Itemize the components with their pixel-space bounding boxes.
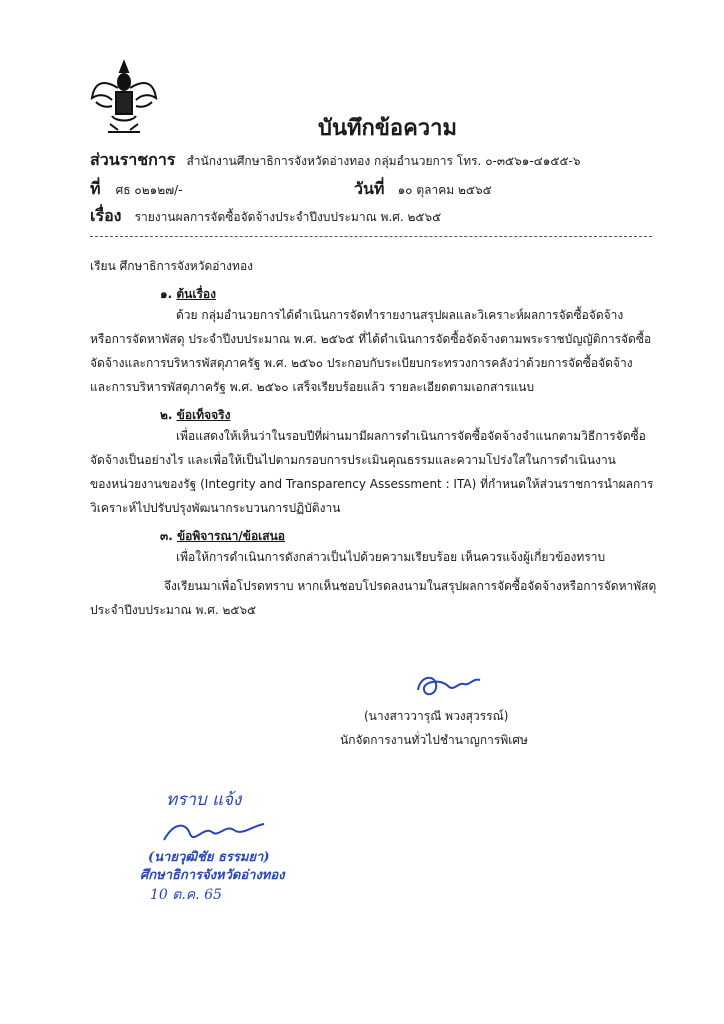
subject-value: รายงานผลการจัดซื้อจัดจ้างประจำปีงบประมาณ พ.ศ. ๒๕๖๕ (134, 210, 442, 224)
endorsement-date: 10 ต.ค. 65 (150, 887, 222, 903)
section-3-line: เพื่อให้การดำเนินการดังกล่าวเป็นไปด้วยความเรียบร้อย เห็นควรแจ้งผู้เกี่ยวข้องทราบ (176, 550, 606, 564)
salutation: เรียน ศึกษาธิการจังหวัดอ่างทอง (90, 259, 254, 273)
signer-name: (นางสาววารุณี พวงสุวรรณ์) (364, 709, 509, 723)
ref-label: ที่ (90, 179, 101, 198)
section-3-number: ๓. (160, 529, 173, 543)
date-label: วันที่ (354, 179, 385, 198)
section-3-heading (160, 527, 285, 546)
closing-line: จึงเรียนมาเพื่อโปรดทราบ หากเห็นชอบโปรดลงนามในสรุปผลการจัดซื้อจัดจ้างหรือการจัดหาพัสดุ (164, 579, 657, 593)
closing-line: ประจำปีงบประมาณ พ.ศ. ๒๕๖๕ (90, 603, 257, 617)
garuda-emblem-icon (88, 58, 160, 136)
date-value: ๑๐ ตุลาคม ๒๕๖๕ (397, 183, 492, 197)
signer-position: นักจัดการงานทั่วไปชำนาญการพิเศษ (340, 733, 528, 747)
section-1-heading (160, 285, 216, 304)
section-1-line: และการบริหารพัสดุภาครัฐ พ.ศ. ๒๕๖๐ เสร็จเรียบร้อยแล้ว รายละเอียดตามเอกสารแนบ (90, 380, 535, 394)
section-1-line: ด้วย กลุ่มอำนวยการได้ดำเนินการจัดทำรายงานสรุปผลและวิเคราะห์ผลการจัดซื้อจัดจ้าง (176, 308, 624, 322)
date-row (354, 177, 492, 202)
section-3-title: ข้อพิจารณา/ข้อเสนอ (176, 529, 285, 543)
section-2-number: ๒. (160, 408, 173, 422)
endorsement-name: (นายวุฒิชัย ธรรมยา) (148, 850, 270, 865)
header-divider (90, 236, 652, 237)
section-2-line: ของหน่วยงานของรัฐ (Integrity and Transparency Assessment : ITA) ที่กำหนดให้ส่วนราชการนำผลการ (90, 477, 654, 491)
ref-row (90, 177, 183, 202)
agency-label: ส่วนราชการ (90, 150, 176, 169)
section-2-line: เพื่อแสดงให้เห็นว่าในรอบปีที่ผ่านมามีผลการดำเนินการจัดซื้อจัดจ้างจำแนกตามวิธีการจัดซื้อ (176, 429, 646, 443)
section-2-line: วิเคราะห์ไปปรับปรุงพัฒนากระบวนการปฏิบัติงาน (90, 501, 341, 515)
endorsement-position: ศึกษาธิการจังหวัดอ่างทอง (140, 868, 285, 883)
section-2-heading (160, 406, 230, 425)
section-2-title: ข้อเท็จจริง (176, 408, 231, 422)
signer-signature (414, 670, 484, 708)
section-1-title: ต้นเรื่อง (176, 287, 216, 301)
section-1-line: หรือการจัดหาพัสดุ ประจำปีงบประมาณ พ.ศ. ๒๕๖๕ ที่ได้ดำเนินการจัดซื้อจัดจ้างตามพระราชบัญญัติการจัดซื้อ (90, 332, 652, 346)
ref-value: ศธ ๐๒๑๒๗/- (115, 183, 183, 197)
endorsement-note: ทราบ แจ้ง (166, 790, 242, 810)
subject-label: เรื่อง (90, 206, 122, 225)
agency-value: สำนักงานศึกษาธิการจังหวัดอ่างทอง กลุ่มอำนวยการ โทร. ๐-๓๕๖๑-๔๑๕๕-๖ (186, 154, 581, 168)
document-title: บันทึกข้อความ (318, 116, 458, 141)
section-2-line: จัดจ้างเป็นอย่างไร และเพื่อให้เป็นไปตามกรอบการประเมินคุณธรรมและความโปร่งใสในการดำเนินงาน (90, 453, 616, 467)
agency-row (90, 148, 581, 173)
subject-row (90, 204, 441, 229)
section-1-number: ๑. (160, 287, 173, 301)
section-1-line: จัดจ้างและการบริหารพัสดุภาครัฐ พ.ศ. ๒๕๖๐ ประกอบกับระเบียบกระทรวงการคลังว่าด้วยการจัดซื้อจัดจ้าง (90, 356, 633, 370)
